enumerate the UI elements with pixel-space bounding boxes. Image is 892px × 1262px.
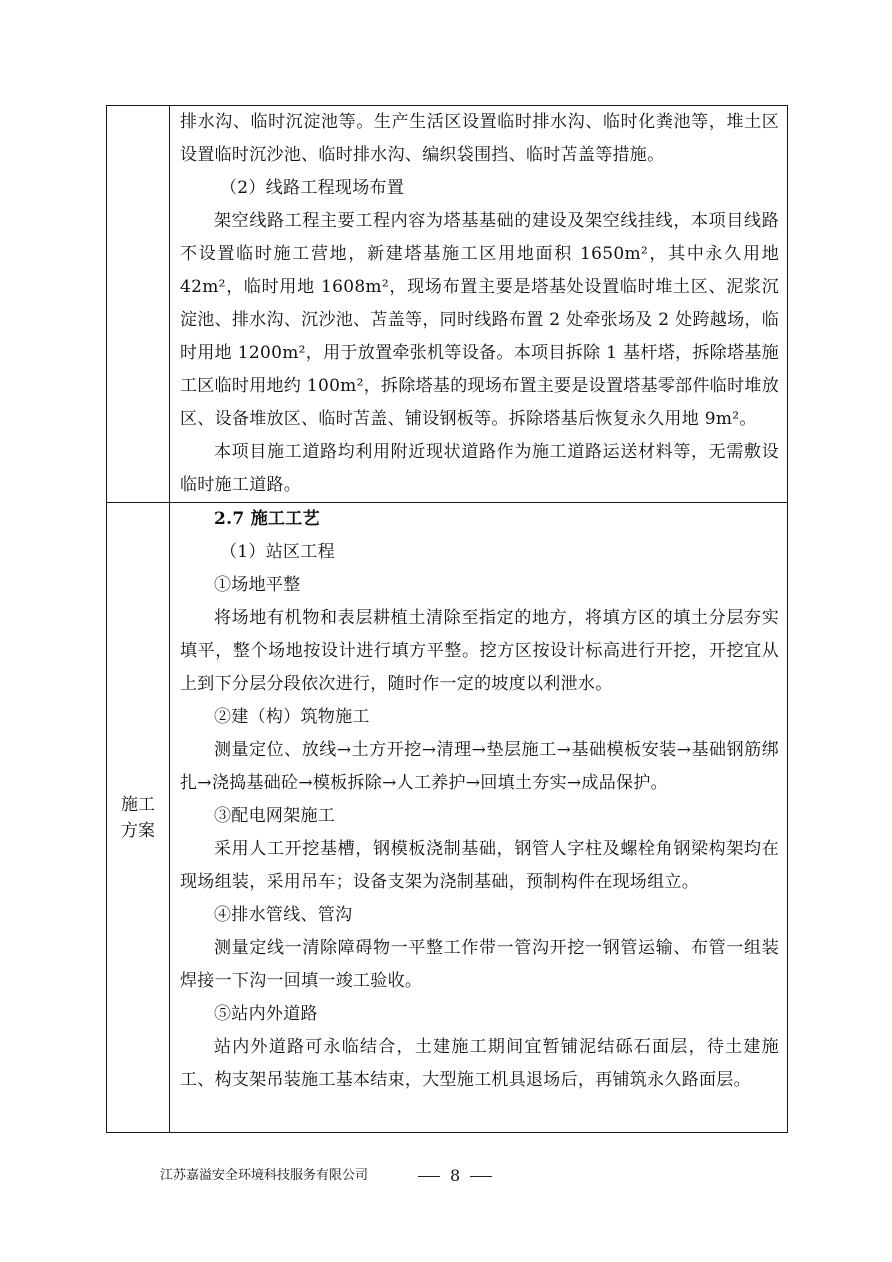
- page-number-value: 8: [450, 1166, 461, 1185]
- item-title-site-leveling: ①场地平整: [214, 575, 301, 595]
- item-text-station-roads: 站内外道路可永临结合，土建施工期间宜暂铺泥结砾石面层，待土建施工、构支架吊装施工基本结束，大型施工机具退场后，再铺筑永久路面层。: [180, 1037, 779, 1090]
- item-title-station-roads: ⑤站内外道路: [214, 1004, 318, 1024]
- subheading-line-layout: （2）线路工程现场布置: [220, 178, 405, 198]
- content-cell-construction-process: [170, 503, 788, 1133]
- item-text-building-construction: 测量定位、放线→土方开挖→清理→垫层施工→基础模板安装→基础钢筋绑扎→浇捣基础砼→模板拆除→人工养护→回填土夯实→成品保护。: [180, 740, 779, 793]
- table-row-site-layout: [107, 106, 788, 503]
- row-label-construction-plan: [121, 792, 155, 844]
- page-footer: [0, 1164, 892, 1194]
- content-table: [106, 105, 788, 1133]
- item-text-grid-frame: 采用人工开挖基槽，钢模板浇制基础，钢管人字柱及螺栓角钢梁构架均在现场组装，采用吊车；设备支架为浇制基础，预制构件在现场组立。: [180, 839, 779, 892]
- item-title-grid-frame: ③配电网架施工: [214, 806, 336, 826]
- section-heading: 2.7 施工工艺: [214, 509, 320, 529]
- item-text-drainage-pipes: 测量定线一清除障碍物一平整工作带一管沟开挖一钢管运输、布管一组装焊接一下沟一回填一竣工验收。: [180, 938, 779, 991]
- row-label-cell: [107, 106, 170, 503]
- paragraph-construction-roads: 本项目施工道路均利用附近现状道路作为施工道路运送材料等，无需敷设临时施工道路。: [180, 442, 779, 495]
- item-title-drainage-pipes: ④排水管线、管沟: [214, 905, 353, 925]
- table-row-construction-plan: [107, 503, 788, 1133]
- item-text-site-leveling: 将场地有机物和表层耕植土清除至指定的地方，将填方区的填土分层夯实填平，整个场地按设计进行填方平整。挖方区按设计标高进行开挖，开挖宜从上到下分层分段依次进行，随时作一定的坡度以利泄水。: [180, 608, 779, 694]
- company-name: 江苏嘉溢安全环境科技服务有限公司: [160, 1168, 369, 1183]
- subheading-station-works: （1）站区工程: [220, 542, 335, 562]
- dash-right: [470, 1176, 492, 1177]
- paragraph-drainage-measures: 排水沟、临时沉淀池等。生产生活区设置临时排水沟、临时化粪池等，堆土区设置临时沉沙池、临时排水沟、编织袋围挡、临时苫盖等措施。: [180, 112, 779, 165]
- dash-left: [418, 1176, 440, 1177]
- content-cell-site-layout: [170, 106, 788, 503]
- label-line-1: 施工: [121, 794, 155, 815]
- paragraph-line-layout: 架空线路工程主要工程内容为塔基基础的建设及架空线挂线，本项目线路不设置临时施工营地，新建塔基施工区用地面积 1650m²，其中永久用地 42m²，临时用地 1608m²，现场布置主要是塔基处设置临时堆土区、泥浆沉淀池、排水沟、沉沙池、苫盖等，同时线路布置 2 处牵张场及 2 处跨越场，临时用地 1200m²，用于放置牵张机等设备。本项目拆除 1 基杆塔，拆除塔基施工区临时用地约 100m²，拆除塔基的现场布置主要是设置塔基零部件临时堆放区、设备堆放区、临时苫盖、铺设钢板等。拆除塔基后恢复永久用地 9m²。: [180, 211, 779, 429]
- label-line-2: 方案: [121, 820, 155, 841]
- item-title-building-construction: ②建（构）筑物施工: [214, 707, 370, 727]
- row-label-cell-construction-plan: [107, 503, 170, 1133]
- page-number: [408, 1164, 502, 1188]
